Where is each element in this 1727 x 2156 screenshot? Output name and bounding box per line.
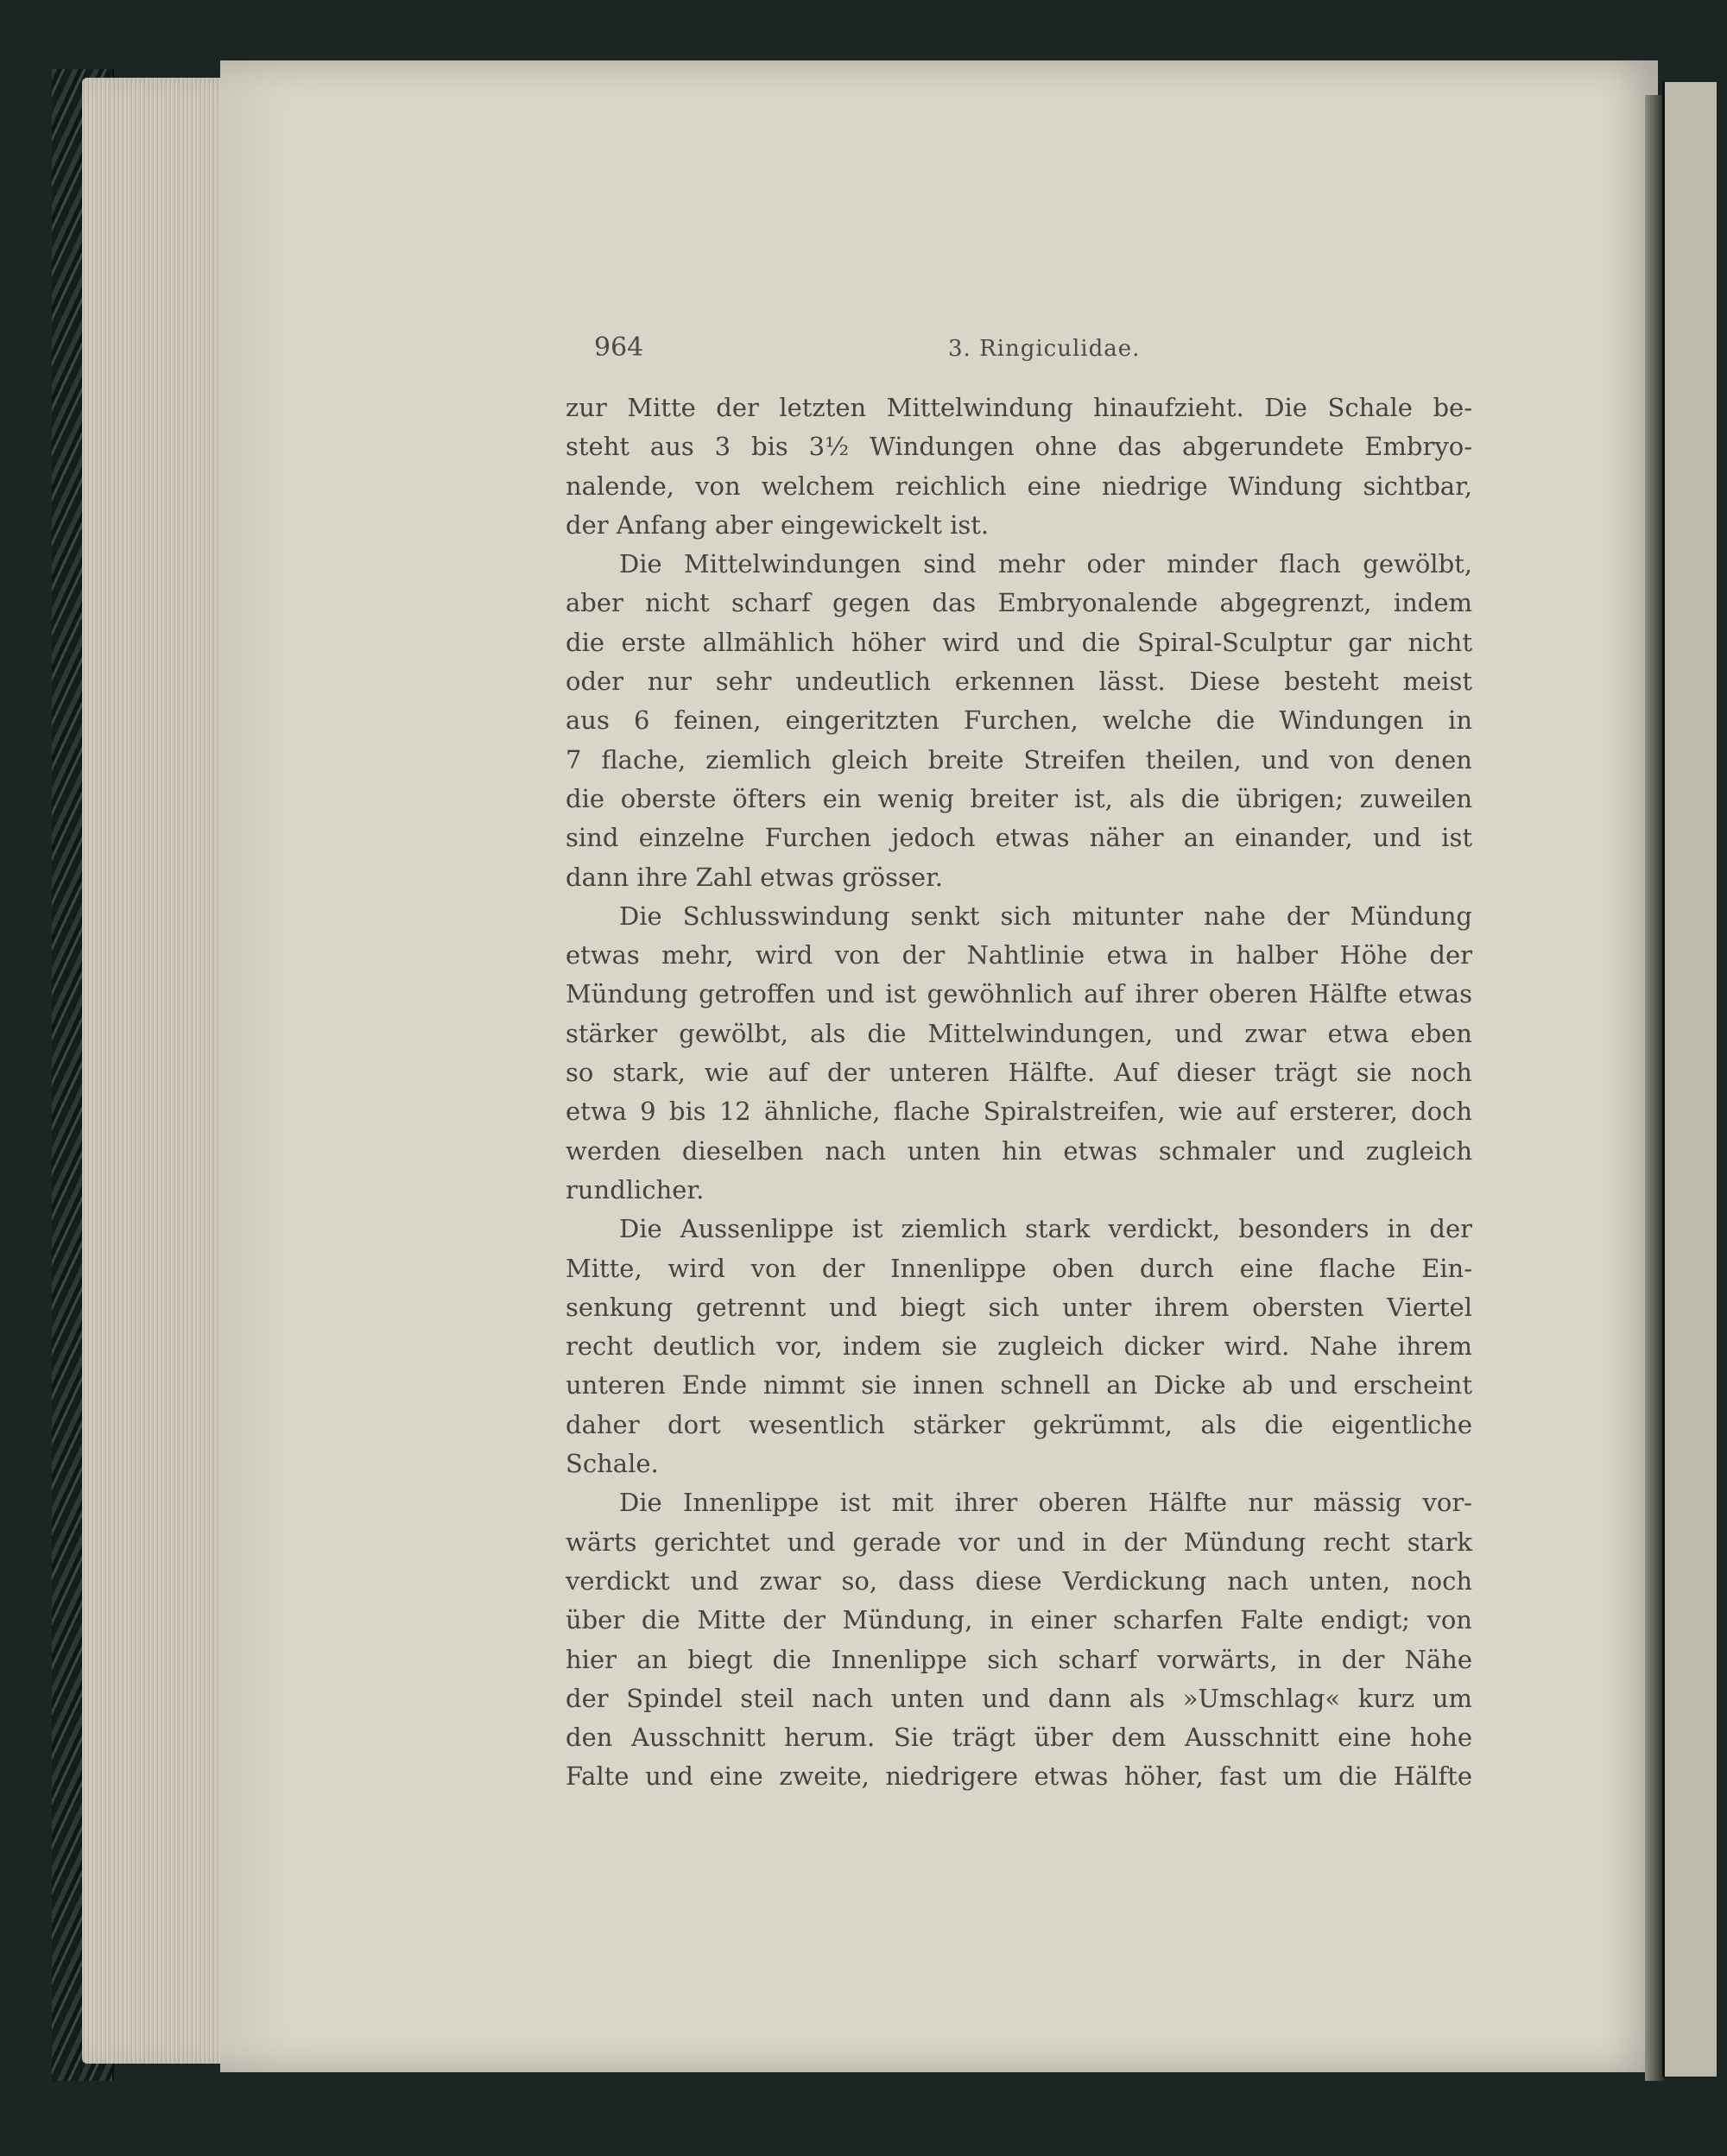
- text-line: steht aus 3 bis 3½ Windungen ohne das abgerundete Embryo-: [566, 432, 1472, 462]
- text-line: über die Mitte der Mündung, in einer scharfen Falte endigt; von: [566, 1605, 1472, 1635]
- text-line: unteren Ende nimmt sie innen schnell an Dicke ab und erscheint: [566, 1370, 1472, 1400]
- text-line: recht deutlich vor, indem sie zugleich dicker wird. Nahe ihrem: [566, 1331, 1472, 1362]
- text-line: daher dort wesentlich stärker gekrümmt, als die eigentliche: [566, 1409, 1472, 1439]
- text-line: der Spindel steil nach unten und dann als »Umschlag« kurz um: [566, 1683, 1472, 1713]
- text-line: Schale.: [566, 1449, 659, 1479]
- text-line: 7 flache, ziemlich gleich breite Streifen theilen, und von denen: [566, 744, 1472, 775]
- text-line: werden dieselben nach unten hin etwas schmaler und zugleich: [566, 1135, 1472, 1166]
- facing-page-edge: [1662, 82, 1717, 2077]
- page-number: 964: [594, 332, 644, 363]
- text-line: Mitte, wird von der Innenlippe oben durch eine flache Ein-: [566, 1253, 1472, 1283]
- text-line: die oberste öfters ein wenig breiter ist, als die übrigen; zuweilen: [566, 783, 1472, 813]
- text-line: dann ihre Zahl etwas grösser.: [566, 862, 943, 892]
- text-line: Die Mittelwindungen sind mehr oder minder flach gewölbt,: [619, 549, 1472, 579]
- text-line: senkung getrennt und biegt sich unter ihrem obersten Viertel: [566, 1292, 1472, 1322]
- page-header: [594, 332, 1164, 367]
- body-text: [566, 389, 1472, 1797]
- text-line: Die Innenlippe ist mit ihrer oberen Hälfte nur mässig vor-: [619, 1488, 1472, 1518]
- text-line: zur Mitte der letzten Mittelwindung hinaufzieht. Die Schale be-: [566, 393, 1472, 422]
- text-line: Die Aussenlippe ist ziemlich stark verdickt, besonders in der: [619, 1214, 1472, 1244]
- text-line: oder nur sehr undeutlich erkennen lässt. Diese besteht meist: [566, 667, 1472, 697]
- text-line: stärker gewölbt, als die Mittelwindungen, und zwar etwa eben: [566, 1018, 1472, 1048]
- text-line: verdickt und zwar so, dass diese Verdickung nach unten, noch: [566, 1565, 1472, 1596]
- text-line: Die Schlusswindung senkt sich mitunter nahe der Mündung: [619, 901, 1472, 931]
- running-head: 3. Ringiculidae.: [948, 336, 1141, 362]
- text-line: etwas mehr, wird von der Nahtlinie etwa in halber Höhe der: [566, 940, 1472, 971]
- text-line: rundlicher.: [566, 1174, 705, 1204]
- text-line: der Anfang aber eingewickelt ist.: [566, 509, 990, 540]
- text-line: hier an biegt die Innenlippe sich scharf vorwärts, in der Nähe: [566, 1644, 1472, 1674]
- text-line: Mündung getroffen und ist gewöhnlich auf ihrer oberen Hälfte etwas: [566, 979, 1472, 1009]
- text-line: den Ausschnitt herum. Sie trägt über dem Ausschnitt eine hohe: [566, 1723, 1472, 1753]
- text-line: nalende, von welchem reichlich eine niedrige Windung sichtbar,: [566, 471, 1472, 501]
- page-gutter: [1645, 95, 1664, 2081]
- text-line: so stark, wie auf der unteren Hälfte. Auf dieser trägt sie noch: [566, 1058, 1472, 1088]
- text-line: die erste allmählich höher wird und die Spiral-Sculptur gar nicht: [566, 627, 1472, 657]
- text-line: aus 6 feinen, eingeritzten Furchen, welche die Windungen in: [566, 705, 1472, 736]
- text-line: aber nicht scharf gegen das Embryonalende abgegrenzt, indem: [566, 588, 1472, 618]
- text-line: wärts gerichtet und gerade vor und in der Mündung recht stark: [566, 1527, 1472, 1557]
- text-line: Falte und eine zweite, niedrigere etwas höher, fast um die Hälfte: [566, 1761, 1472, 1792]
- text-line: etwa 9 bis 12 ähnliche, flache Spiralstreifen, wie auf ersterer, doch: [566, 1097, 1472, 1127]
- text-line: sind einzelne Furchen jedoch etwas näher an einander, und ist: [566, 823, 1472, 853]
